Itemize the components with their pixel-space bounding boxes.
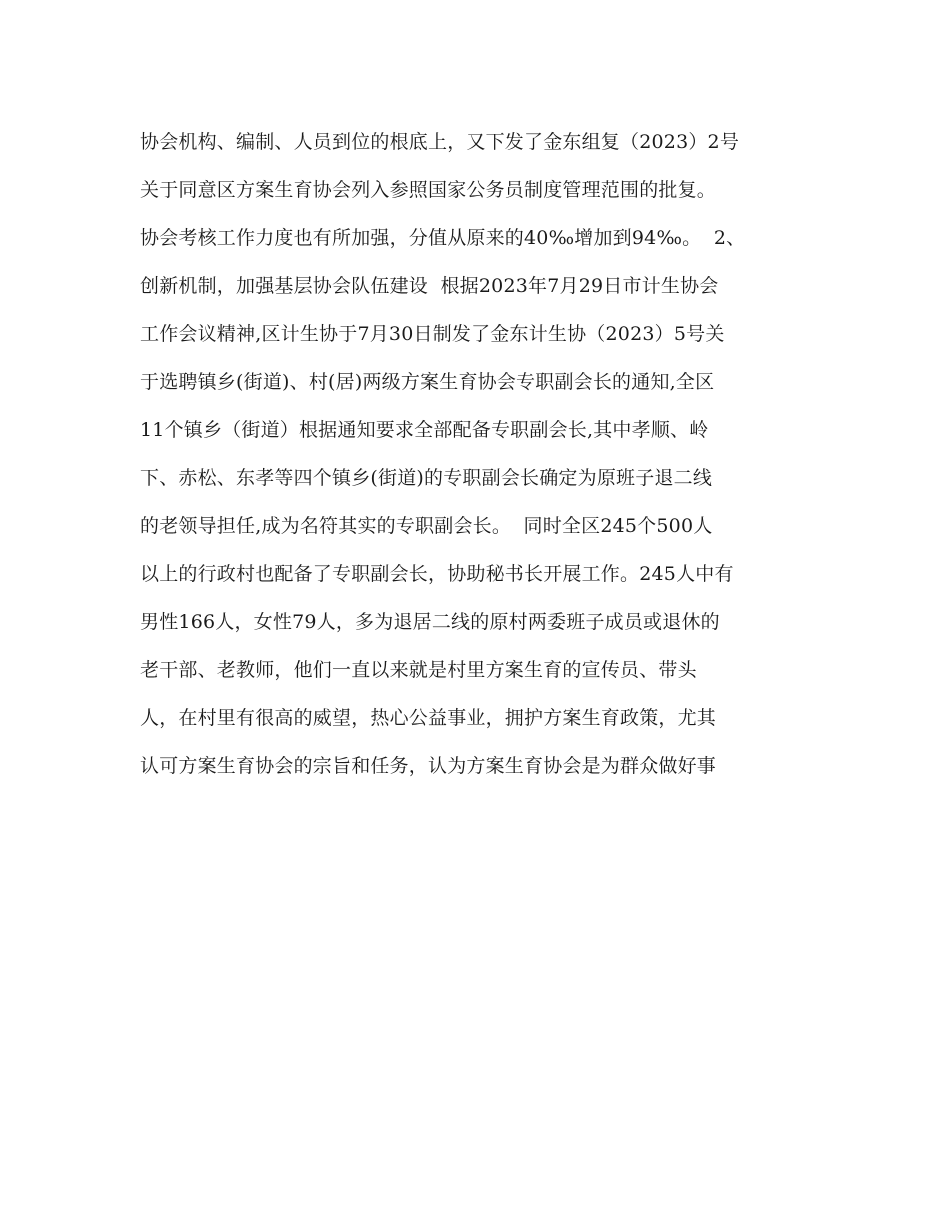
text-line: 工作会议精神,区计生协于7月30日制发了金东计生协（2023）5号关: [140, 323, 725, 345]
text-line: 下、赤松、东孝等四个镇乡(街道)的专职副会长确定为原班子退二线: [140, 467, 713, 489]
text-line: 以上的行政村也配备了专职副会长，协助秘书长开展工作。245人中有: [140, 563, 734, 585]
text-line: 认可方案生育协会的宗旨和任务，认为方案生育协会是为群众做好事: [140, 755, 717, 777]
text-line: 的老领导担任,成为名符其实的专职副会长。 同时全区245个500人: [140, 515, 713, 537]
text-line: 老干部、老教师，他们一直以来就是村里方案生育的宣传员、带头: [140, 659, 697, 681]
document-body: [140, 122, 820, 794]
text-line: 创新机制，加强基层协会队伍建设 根据2023年7月29日市计生协会: [140, 275, 719, 297]
text-line: 协会考核工作力度也有所加强，分值从原来的40‰增加到94‰。 2、: [140, 227, 746, 249]
text-line: 11个镇乡（街道）根据通知要求全部配备专职副会长,其中孝顺、岭: [140, 419, 709, 441]
text-line: 关于同意区方案生育协会列入参照国家公务员制度管理范围的批复。: [140, 179, 717, 201]
text-line: 于选聘镇乡(街道)、村(居)两级方案生育协会专职副会长的通知,全区: [140, 371, 715, 393]
text-line: 人，在村里有很高的威望，热心公益事业，拥护方案生育政策，尤其: [140, 707, 717, 729]
text-line: 男性166人，女性79人，多为退居二线的原村两委班子成员或退休的: [140, 611, 720, 633]
text-line: 协会机构、编制、人员到位的根底上，又下发了金东组复（2023）2号: [140, 131, 740, 153]
